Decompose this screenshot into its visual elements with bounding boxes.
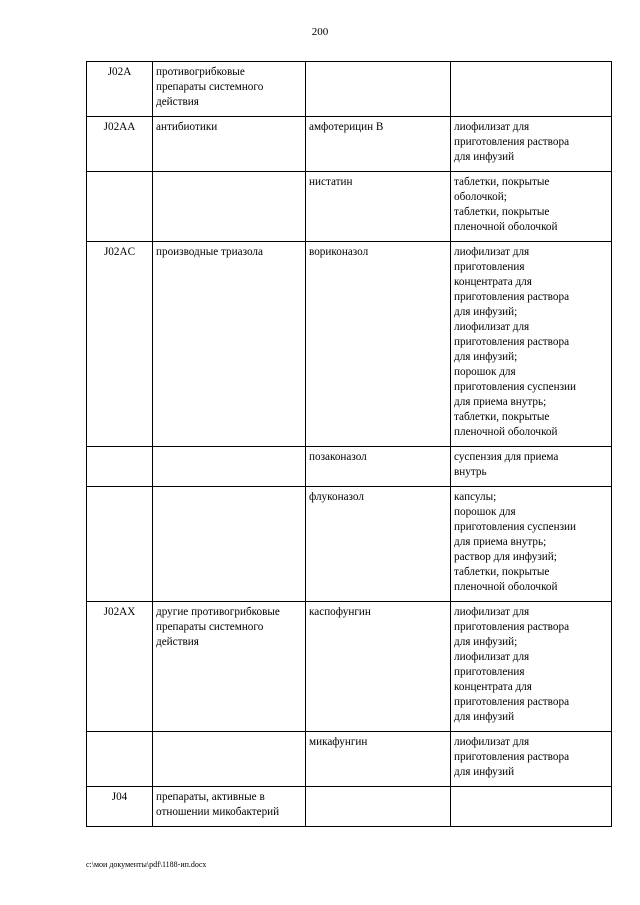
cell-text: J04 [111,791,128,803]
table-row [87,487,612,602]
cell-text-line: концентрата для [454,276,532,288]
cell-text-line: приготовления [454,666,525,678]
cell-text-line: вориконазол [309,246,369,258]
table-row [87,242,612,447]
cell-text-line: лиофилизат для [454,736,530,748]
cell-text: J02AA [103,121,136,133]
dosage-forms-cell [451,172,612,242]
drug-name-cell [306,602,451,732]
cell-text-line: отношении микобактерий [156,806,280,818]
atc-code-cell [87,602,153,732]
cell-text-line: концентрата для [454,681,532,693]
cell-text-line: таблетки, покрытые [454,566,550,578]
cell-text-line: лиофилизат для [454,651,530,663]
cell-text-line: порошок для [454,366,516,378]
cell-text-line: порошок для [454,506,516,518]
dosage-forms-cell [451,117,612,172]
cell-text-line: для инфузий; [454,636,518,648]
dosage-forms-cell [451,602,612,732]
dosage-forms-cell [451,242,612,447]
cell-text-line: микафунгин [309,736,368,748]
dosage-forms-cell [451,787,612,827]
cell-text-line: каспофунгин [309,606,371,618]
footer-file-path: c:\мои документы\pdf\1188-ип.docx [86,860,207,869]
cell-text-line: капсулы; [454,491,497,503]
cell-text-line: лиофилизат для [454,321,530,333]
atc-code-cell [87,787,153,827]
group-name-cell [153,242,306,447]
cell-text-line: препараты системного [156,621,264,633]
group-name-cell [153,787,306,827]
cell-text-line: для инфузий; [454,351,518,363]
table-body [87,62,612,827]
dosage-forms-cell [451,62,612,117]
atc-code-cell [87,62,153,117]
cell-text-line: действия [156,636,199,648]
page-number: 200 [311,26,329,38]
cell-text-line: приготовления суспензии [454,521,576,533]
drug-name-cell [306,487,451,602]
dosage-forms-cell [451,447,612,487]
cell-text-line: приготовления [454,261,525,273]
cell-text-line: препараты системного [156,81,264,93]
drug-name-cell [306,242,451,447]
cell-text-line: для приема внутрь; [454,396,547,408]
drug-table [86,61,612,827]
table-row [87,447,612,487]
cell-text-line: для приема внутрь; [454,536,547,548]
cell-text: J02AC [103,246,136,258]
table-row [87,117,612,172]
table-row [87,62,612,117]
group-name-cell [153,732,306,787]
drug-name-cell [306,732,451,787]
cell-text-line: приготовления суспензии [454,381,576,393]
cell-text-line: таблетки, покрытые [454,176,550,188]
group-name-cell [153,172,306,242]
table-row [87,602,612,732]
cell-text-line: раствор для инфузий; [454,551,557,563]
cell-text-line: приготовления раствора [454,696,570,708]
cell-text-line: пленочной оболочкой [454,581,558,593]
cell-text-line: для инфузий; [454,306,518,318]
cell-text-line: лиофилизат для [454,606,530,618]
cell-text-line: флуконазол [309,491,364,503]
cell-text-line: приготовления раствора [454,136,570,148]
cell-text-line: позаконазол [309,451,367,463]
table-row [87,787,612,827]
cell-text-line: внутрь [454,466,487,478]
dosage-forms-cell [451,487,612,602]
cell-text: J02A [107,66,132,78]
atc-code-cell [87,172,153,242]
drug-name-cell [306,117,451,172]
cell-text-line: другие противогрибковые [156,606,280,618]
cell-text-line: производные триазола [156,246,263,258]
table-row [87,732,612,787]
cell-text-line: действия [156,96,199,108]
cell-text-line: таблетки, покрытые [454,206,550,218]
drug-name-cell [306,172,451,242]
drug-name-cell [306,447,451,487]
atc-code-cell [87,447,153,487]
cell-text-line: суспензия для приема [454,451,559,463]
cell-text-line: нистатин [309,176,353,188]
dosage-forms-cell [451,732,612,787]
cell-text-line: приготовления раствора [454,336,570,348]
cell-text-line: оболочкой; [454,191,507,203]
cell-text-line: лиофилизат для [454,121,530,133]
atc-code-cell [87,732,153,787]
drug-name-cell [306,787,451,827]
cell-text-line: антибиотики [156,121,218,133]
atc-code-cell [87,487,153,602]
cell-text-line: для инфузий [454,711,515,723]
cell-text-line: амфотерицин B [309,121,384,133]
cell-text-line: для инфузий [454,151,515,163]
cell-text-line: приготовления раствора [454,291,570,303]
group-name-cell [153,487,306,602]
cell-text-line: приготовления раствора [454,621,570,633]
drug-name-cell [306,62,451,117]
group-name-cell [153,117,306,172]
atc-code-cell [87,117,153,172]
atc-code-cell [87,242,153,447]
table-row [87,172,612,242]
cell-text-line: для инфузий [454,766,515,778]
cell-text-line: пленочной оболочкой [454,426,558,438]
cell-text-line: приготовления раствора [454,751,570,763]
cell-text-line: пленочной оболочкой [454,221,558,233]
group-name-cell [153,447,306,487]
group-name-cell [153,62,306,117]
group-name-cell [153,602,306,732]
cell-text-line: препараты, активные в [156,791,265,803]
cell-text-line: таблетки, покрытые [454,411,550,423]
cell-text-line: лиофилизат для [454,246,530,258]
cell-text: J02AX [103,606,136,618]
cell-text-line: противогрибковые [156,66,245,78]
